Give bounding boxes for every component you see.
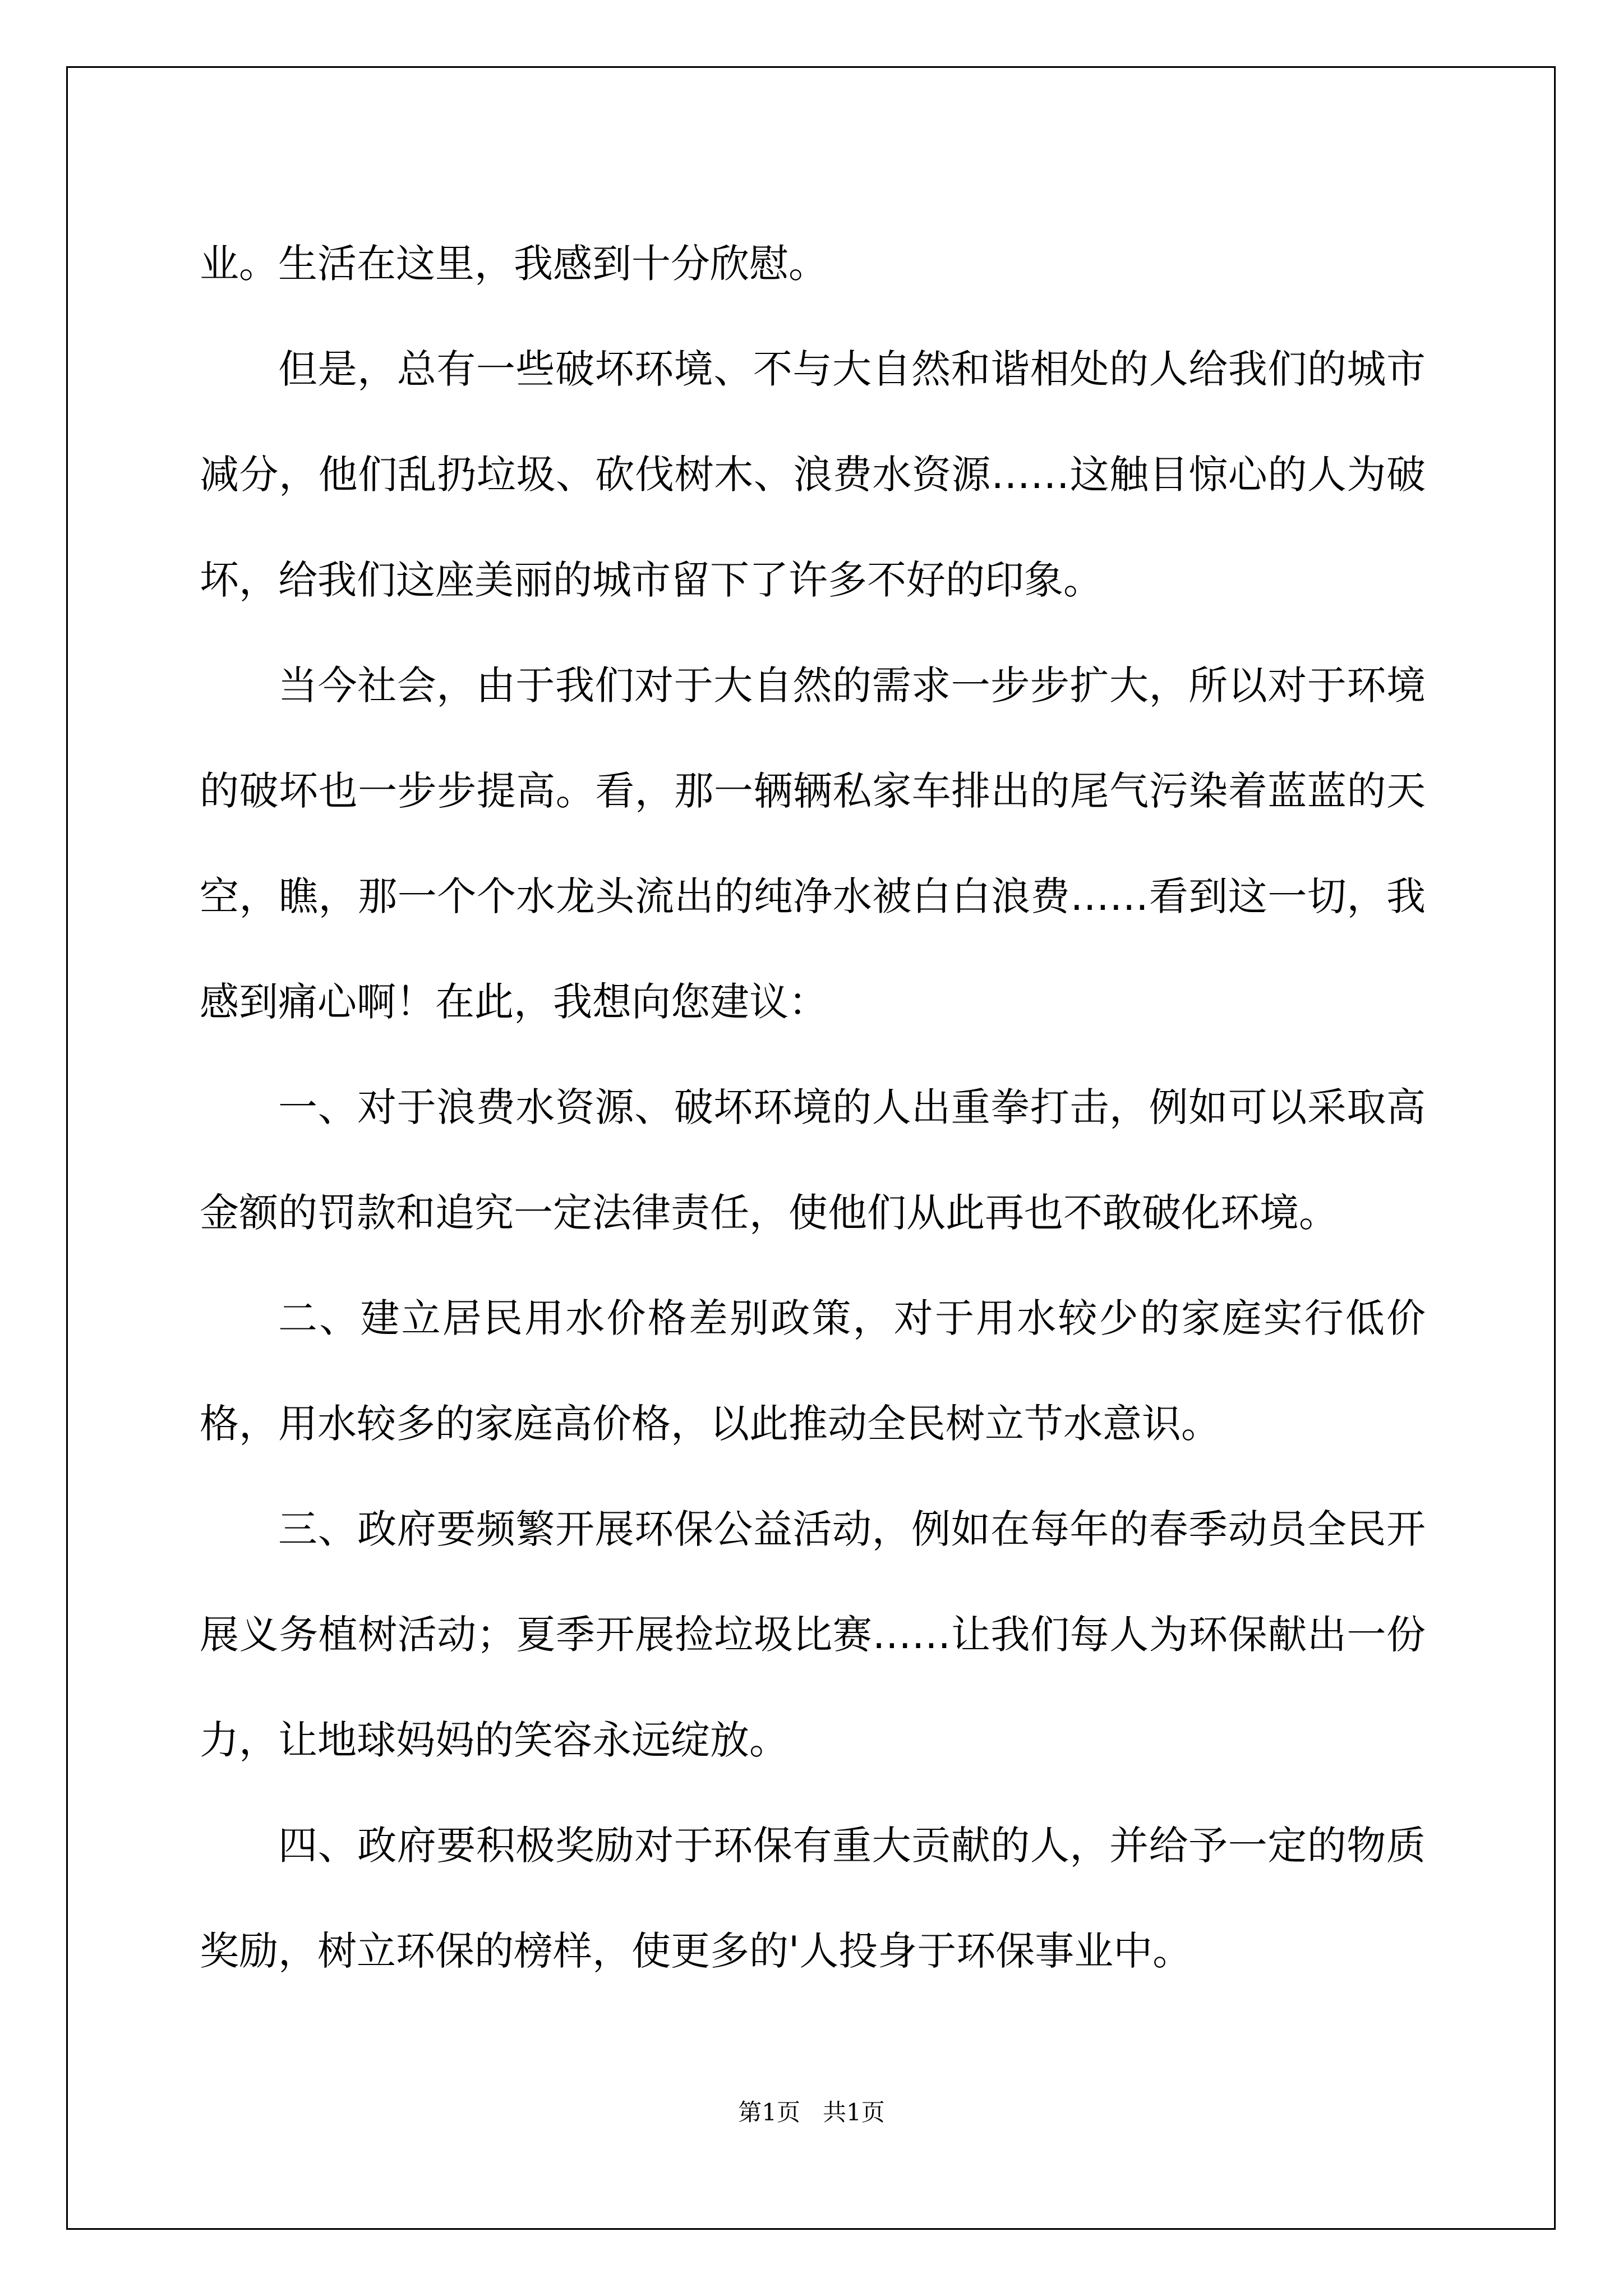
- paragraph-suggestion-1: 一、对于浪费水资源、破坏环境的人出重拳打击，例如可以采取高金额的罚款和追究一定法律责任，使他们从此再也不敢破化环境。: [200, 1084, 1426, 1236]
- document-body: [200, 211, 1426, 2004]
- paragraph-suggestion-2: 二、建立居民用水价格差别政策，对于用水较少的家庭实行低价格，用水较多的家庭高价格，以此推动全民树立节水意识。: [200, 1295, 1426, 1447]
- paragraph: 但是，总有一些破坏环境、不与大自然和谐相处的人给我们的城市减分，他们乱扔垃圾、砍伐树木、浪费水资源……这触目惊心的人为破坏，给我们这座美丽的城市留下了许多不好的印象。: [200, 346, 1426, 603]
- paragraph-suggestion-4: 四、政府要积极奖励对于环保有重大贡献的人，并给予一定的物质奖励，树立环保的榜样，使更多的'人投身于环保事业中。: [200, 1823, 1426, 1974]
- page-footer: [0, 2097, 1623, 2128]
- paragraph: 当今社会，由于我们对于大自然的需求一步步扩大，所以对于环境的破坏也一步步提高。看，那一辆辆私家车排出的尾气污染着蓝蓝的天空，瞧，那一个个水龙头流出的纯净水被白白浪费……看到这一切，我感到痛心啊！在此，我想向您建议：: [200, 662, 1426, 1025]
- page-number-current: 第1页: [738, 2099, 800, 2126]
- paragraph-continued: 业。生活在这里，我感到十分欣慰。: [200, 241, 828, 287]
- paragraph-suggestion-3: 三、政府要频繁开展环保公益活动，例如在每年的春季动员全民开展义务植树活动；夏季开展捡垃圾比赛……让我们每人为环保献出一份力，让地球妈妈的笑容永远绽放。: [200, 1506, 1426, 1763]
- page-number-total: 共1页: [823, 2099, 885, 2126]
